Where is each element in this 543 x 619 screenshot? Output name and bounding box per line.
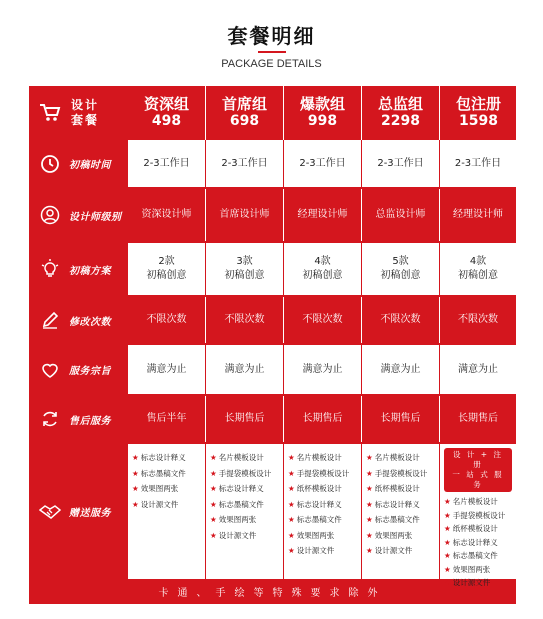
- star-icon: ★: [210, 530, 217, 540]
- clock-icon: [37, 151, 63, 177]
- gift-item: [444, 549, 516, 563]
- gift-item-text: 设计源文件: [374, 546, 413, 555]
- gift-item: [132, 450, 205, 466]
- gift-item: [444, 509, 516, 523]
- package-price: 998: [307, 113, 338, 129]
- value-cell: 满意为止: [440, 345, 516, 394]
- star-icon: ★: [288, 499, 295, 509]
- gift-item-text: 纸杯模板设计: [452, 524, 498, 533]
- column-divider: [205, 243, 206, 295]
- badge-line: 一 站 式 服 务: [452, 470, 504, 489]
- row-1: [29, 140, 516, 187]
- star-icon: ★: [444, 524, 451, 533]
- value-cell: 2-3工作日: [284, 140, 361, 187]
- package-name: 爆款组: [299, 95, 345, 113]
- gift-item-text: 标志设计释义: [296, 499, 342, 509]
- gift-list: [206, 444, 283, 579]
- value-line: 初稿创意: [146, 270, 187, 281]
- gift-item: [366, 543, 439, 559]
- column-divider: [205, 297, 206, 343]
- gift-item-text: 设计源文件: [296, 546, 335, 555]
- star-icon: ★: [366, 499, 373, 509]
- column-divider: [439, 140, 440, 187]
- value-line: 4款: [469, 256, 487, 267]
- value-cell: 2-3工作日: [206, 140, 283, 187]
- package-price: 698: [229, 113, 260, 129]
- value-cell: 不限次数: [206, 297, 283, 343]
- gifts-row: [29, 444, 516, 587]
- star-icon: ★: [444, 564, 451, 574]
- value-cell: 总监设计师: [362, 189, 439, 241]
- gift-list: [362, 444, 439, 579]
- star-icon: ★: [132, 499, 139, 509]
- row-2: [29, 189, 516, 241]
- column-divider: [205, 140, 206, 187]
- row-label: [29, 297, 128, 343]
- row-6: [29, 396, 516, 442]
- gift-item-text: 手提袋模板设计: [452, 510, 506, 520]
- gift-list: [128, 444, 205, 579]
- star-icon: ★: [444, 578, 451, 587]
- gift-item-text: 标志墨稿文件: [218, 499, 264, 509]
- value-line: 3款: [236, 256, 253, 267]
- title-underline: [258, 51, 286, 53]
- row-label-text: 售后服务: [69, 415, 111, 427]
- column-divider: [361, 86, 362, 140]
- star-icon: ★: [444, 551, 451, 560]
- gift-item-text: 标志设计释义: [374, 499, 420, 509]
- column-divider: [361, 444, 362, 579]
- column-divider: [439, 189, 440, 241]
- value-line: 初稿创意: [224, 270, 265, 281]
- gift-item: [288, 450, 361, 466]
- gift-item-text: 效果图两张: [374, 530, 413, 540]
- gift-item: [210, 450, 283, 466]
- value-cell: 售后半年: [128, 396, 205, 442]
- star-icon: ★: [288, 484, 295, 493]
- value-line: 初稿创意: [380, 270, 421, 281]
- value-cell: 2-3工作日: [128, 140, 205, 187]
- shopping-cart-icon: [37, 100, 63, 126]
- column-divider: [205, 86, 206, 140]
- star-icon: ★: [210, 484, 217, 493]
- column-divider: [283, 189, 284, 241]
- gift-list: [284, 444, 361, 579]
- page-subtitle: PACKAGE DETAILS: [221, 58, 322, 70]
- column-divider: [361, 297, 362, 343]
- package-name: 总监组: [377, 95, 423, 113]
- column-divider: [283, 444, 284, 579]
- value-cell: 长期售后: [362, 396, 439, 442]
- value-cell: 资深设计师: [128, 189, 205, 241]
- value-cell: 2-3工作日: [362, 140, 439, 187]
- gift-item: [210, 481, 283, 497]
- gift-item-text: 标志墨稿文件: [140, 468, 186, 478]
- package-header-2: [206, 86, 283, 140]
- gift-item-text: 标志设计释义: [140, 453, 186, 462]
- star-icon: ★: [132, 453, 139, 462]
- column-divider: [283, 297, 284, 343]
- gift-item-text: 名片模板设计: [218, 453, 264, 462]
- gift-item-text: 手提袋模板设计: [374, 468, 428, 478]
- gift-item-text: 标志墨稿文件: [374, 515, 420, 524]
- column-divider: [361, 345, 362, 394]
- column-divider: [205, 396, 206, 442]
- gift-item-text: 手提袋模板设计: [296, 468, 350, 478]
- value-cell: 长期售后: [284, 396, 361, 442]
- gift-item: [210, 528, 283, 544]
- gifts-label: [29, 444, 128, 579]
- value-line: 初稿创意: [302, 270, 343, 281]
- value-cell: 经理设计师: [440, 189, 516, 241]
- gift-item-text: 效果图两张: [140, 484, 179, 493]
- gift-item: [366, 481, 439, 497]
- package-name: 资深组: [143, 95, 189, 113]
- value-cell: [206, 243, 283, 295]
- package-price: 498: [151, 113, 182, 129]
- row-label: [29, 189, 128, 241]
- column-divider: [205, 345, 206, 394]
- row-label-text: 设计师级别: [69, 211, 122, 223]
- row-4: [29, 297, 516, 343]
- gift-item: [288, 543, 361, 559]
- gift-item-text: 纸杯模板设计: [374, 484, 420, 493]
- gift-item-text: 标志设计释义: [452, 537, 498, 547]
- package-header-4: [362, 86, 439, 140]
- gift-item: [210, 512, 283, 528]
- header-row: [29, 86, 516, 140]
- gift-item-text: 效果图两张: [296, 530, 335, 540]
- column-divider: [361, 396, 362, 442]
- badge-line: 设 计 + 注 册: [453, 450, 503, 469]
- gift-item: [444, 522, 516, 536]
- handshake-icon: [37, 499, 63, 525]
- column-divider: [361, 243, 362, 295]
- row-label-text: 修改次数: [69, 316, 111, 328]
- row-label-text: 服务宗旨: [69, 366, 111, 377]
- column-divider: [283, 396, 284, 442]
- value-cell: [362, 243, 439, 295]
- gift-item: [444, 495, 516, 509]
- gift-item-text: 名片模板设计: [374, 453, 420, 462]
- gift-item-text: 名片模板设计: [296, 453, 342, 462]
- star-icon: ★: [132, 468, 139, 478]
- column-divider: [283, 243, 284, 295]
- star-icon: ★: [288, 468, 295, 478]
- row-label-text: 初稿方案: [69, 265, 111, 277]
- gift-item: [210, 466, 283, 482]
- value-line: 2款: [158, 256, 175, 267]
- package-price: 2298: [381, 113, 420, 129]
- star-icon: ★: [288, 530, 295, 540]
- star-icon: ★: [366, 453, 373, 462]
- column-divider: [283, 140, 284, 187]
- header-label-line1: 设计: [71, 98, 100, 112]
- value-cell: [128, 243, 205, 295]
- row-label-text: 初稿时间: [69, 160, 111, 171]
- value-cell: 不限次数: [362, 297, 439, 343]
- gift-item-text: 标志墨稿文件: [296, 515, 342, 524]
- gift-item-text: 设计源文件: [140, 499, 179, 509]
- gift-item: [132, 466, 205, 482]
- gift-item: [444, 536, 516, 550]
- package-name: 首席组: [221, 95, 267, 113]
- column-divider: [439, 396, 440, 442]
- gift-item-text: 效果图两张: [218, 515, 257, 524]
- gift-item: [366, 450, 439, 466]
- gift-item-text: 设计源文件: [452, 578, 491, 587]
- refresh-icon: [37, 406, 63, 432]
- value-cell: 2-3工作日: [440, 140, 516, 187]
- column-divider: [283, 345, 284, 394]
- row-label: [29, 140, 128, 187]
- star-icon: ★: [444, 510, 451, 520]
- column-divider: [283, 86, 284, 140]
- gift-item: [288, 466, 361, 482]
- row-label: [29, 243, 128, 295]
- gift-list: [440, 444, 516, 587]
- value-cell: 长期售后: [440, 396, 516, 442]
- footer-note: 卡通、手绘等特殊要求除外: [158, 588, 387, 599]
- star-icon: ★: [366, 546, 373, 555]
- gift-item: [366, 512, 439, 528]
- value-cell: 不限次数: [128, 297, 205, 343]
- package-price: 1598: [459, 113, 498, 129]
- column-divider: [439, 297, 440, 343]
- package-table: [29, 86, 516, 604]
- package-header-5: [440, 86, 517, 140]
- gift-item-text: 纸杯模板设计: [296, 484, 342, 493]
- star-icon: ★: [366, 484, 373, 493]
- package-header-1: [128, 86, 205, 140]
- gift-item-text: 手提袋模板设计: [218, 468, 272, 478]
- gift-item: [210, 497, 283, 513]
- gift-item: [132, 481, 205, 497]
- value-cell: [440, 243, 516, 295]
- value-cell: 满意为止: [362, 345, 439, 394]
- column-divider: [361, 140, 362, 187]
- star-icon: ★: [366, 530, 373, 540]
- gift-item-text: 标志设计释义: [218, 484, 264, 493]
- row-5: [29, 345, 516, 394]
- gift-item: [288, 528, 361, 544]
- star-icon: ★: [132, 484, 139, 493]
- gift-item-text: 名片模板设计: [452, 497, 498, 506]
- gifts-label-text: 赠送服务: [69, 508, 111, 519]
- column-divider: [205, 444, 206, 579]
- column-divider: [361, 189, 362, 241]
- gift-item: [288, 481, 361, 497]
- header-label-line2: 套餐: [71, 113, 100, 127]
- row-label: [29, 345, 128, 394]
- gift-item: [366, 497, 439, 513]
- user-icon: [37, 202, 63, 228]
- package-name: 包注册: [455, 95, 501, 113]
- one-stop-badge: [444, 448, 512, 492]
- column-divider: [439, 243, 440, 295]
- row-3: [29, 243, 516, 295]
- value-line: 4款: [314, 256, 331, 267]
- gift-item: [366, 528, 439, 544]
- value-cell: 长期售后: [206, 396, 283, 442]
- column-divider: [205, 189, 206, 241]
- star-icon: ★: [288, 453, 295, 462]
- value-line: 5款: [392, 256, 409, 267]
- star-icon: ★: [210, 499, 217, 509]
- pencil-icon: [37, 307, 63, 333]
- value-cell: 首席设计师: [206, 189, 283, 241]
- package-header-3: [284, 86, 361, 140]
- star-icon: ★: [288, 515, 295, 524]
- star-icon: ★: [210, 515, 217, 524]
- value-cell: 满意为止: [128, 345, 205, 394]
- heart-icon: [37, 357, 63, 383]
- gift-item: [132, 497, 205, 513]
- column-divider: [439, 345, 440, 394]
- gift-item: [288, 512, 361, 528]
- value-cell: 满意为止: [284, 345, 361, 394]
- column-divider: [439, 444, 440, 579]
- gift-item-text: 效果图两张: [452, 564, 491, 574]
- value-cell: [284, 243, 361, 295]
- gift-item: [444, 563, 516, 577]
- star-icon: ★: [444, 537, 451, 547]
- value-cell: 经理设计师: [284, 189, 361, 241]
- header-label: [29, 86, 128, 140]
- gift-item-text: 设计源文件: [218, 530, 257, 540]
- value-cell: 不限次数: [284, 297, 361, 343]
- gift-item: [444, 576, 516, 590]
- star-icon: ★: [366, 468, 373, 478]
- star-icon: ★: [210, 453, 217, 462]
- value-line: 初稿创意: [458, 270, 498, 281]
- star-icon: ★: [366, 515, 373, 524]
- gift-item: [366, 466, 439, 482]
- value-cell: 不限次数: [440, 297, 516, 343]
- star-icon: ★: [210, 468, 217, 478]
- value-cell: 满意为止: [206, 345, 283, 394]
- gift-item-text: 标志墨稿文件: [452, 551, 498, 560]
- gift-item: [288, 497, 361, 513]
- star-icon: ★: [288, 546, 295, 555]
- star-icon: ★: [444, 497, 451, 506]
- page-title: 套餐明细: [227, 24, 316, 48]
- lightbulb-icon: [37, 256, 63, 282]
- row-label: [29, 396, 128, 442]
- column-divider: [439, 86, 440, 140]
